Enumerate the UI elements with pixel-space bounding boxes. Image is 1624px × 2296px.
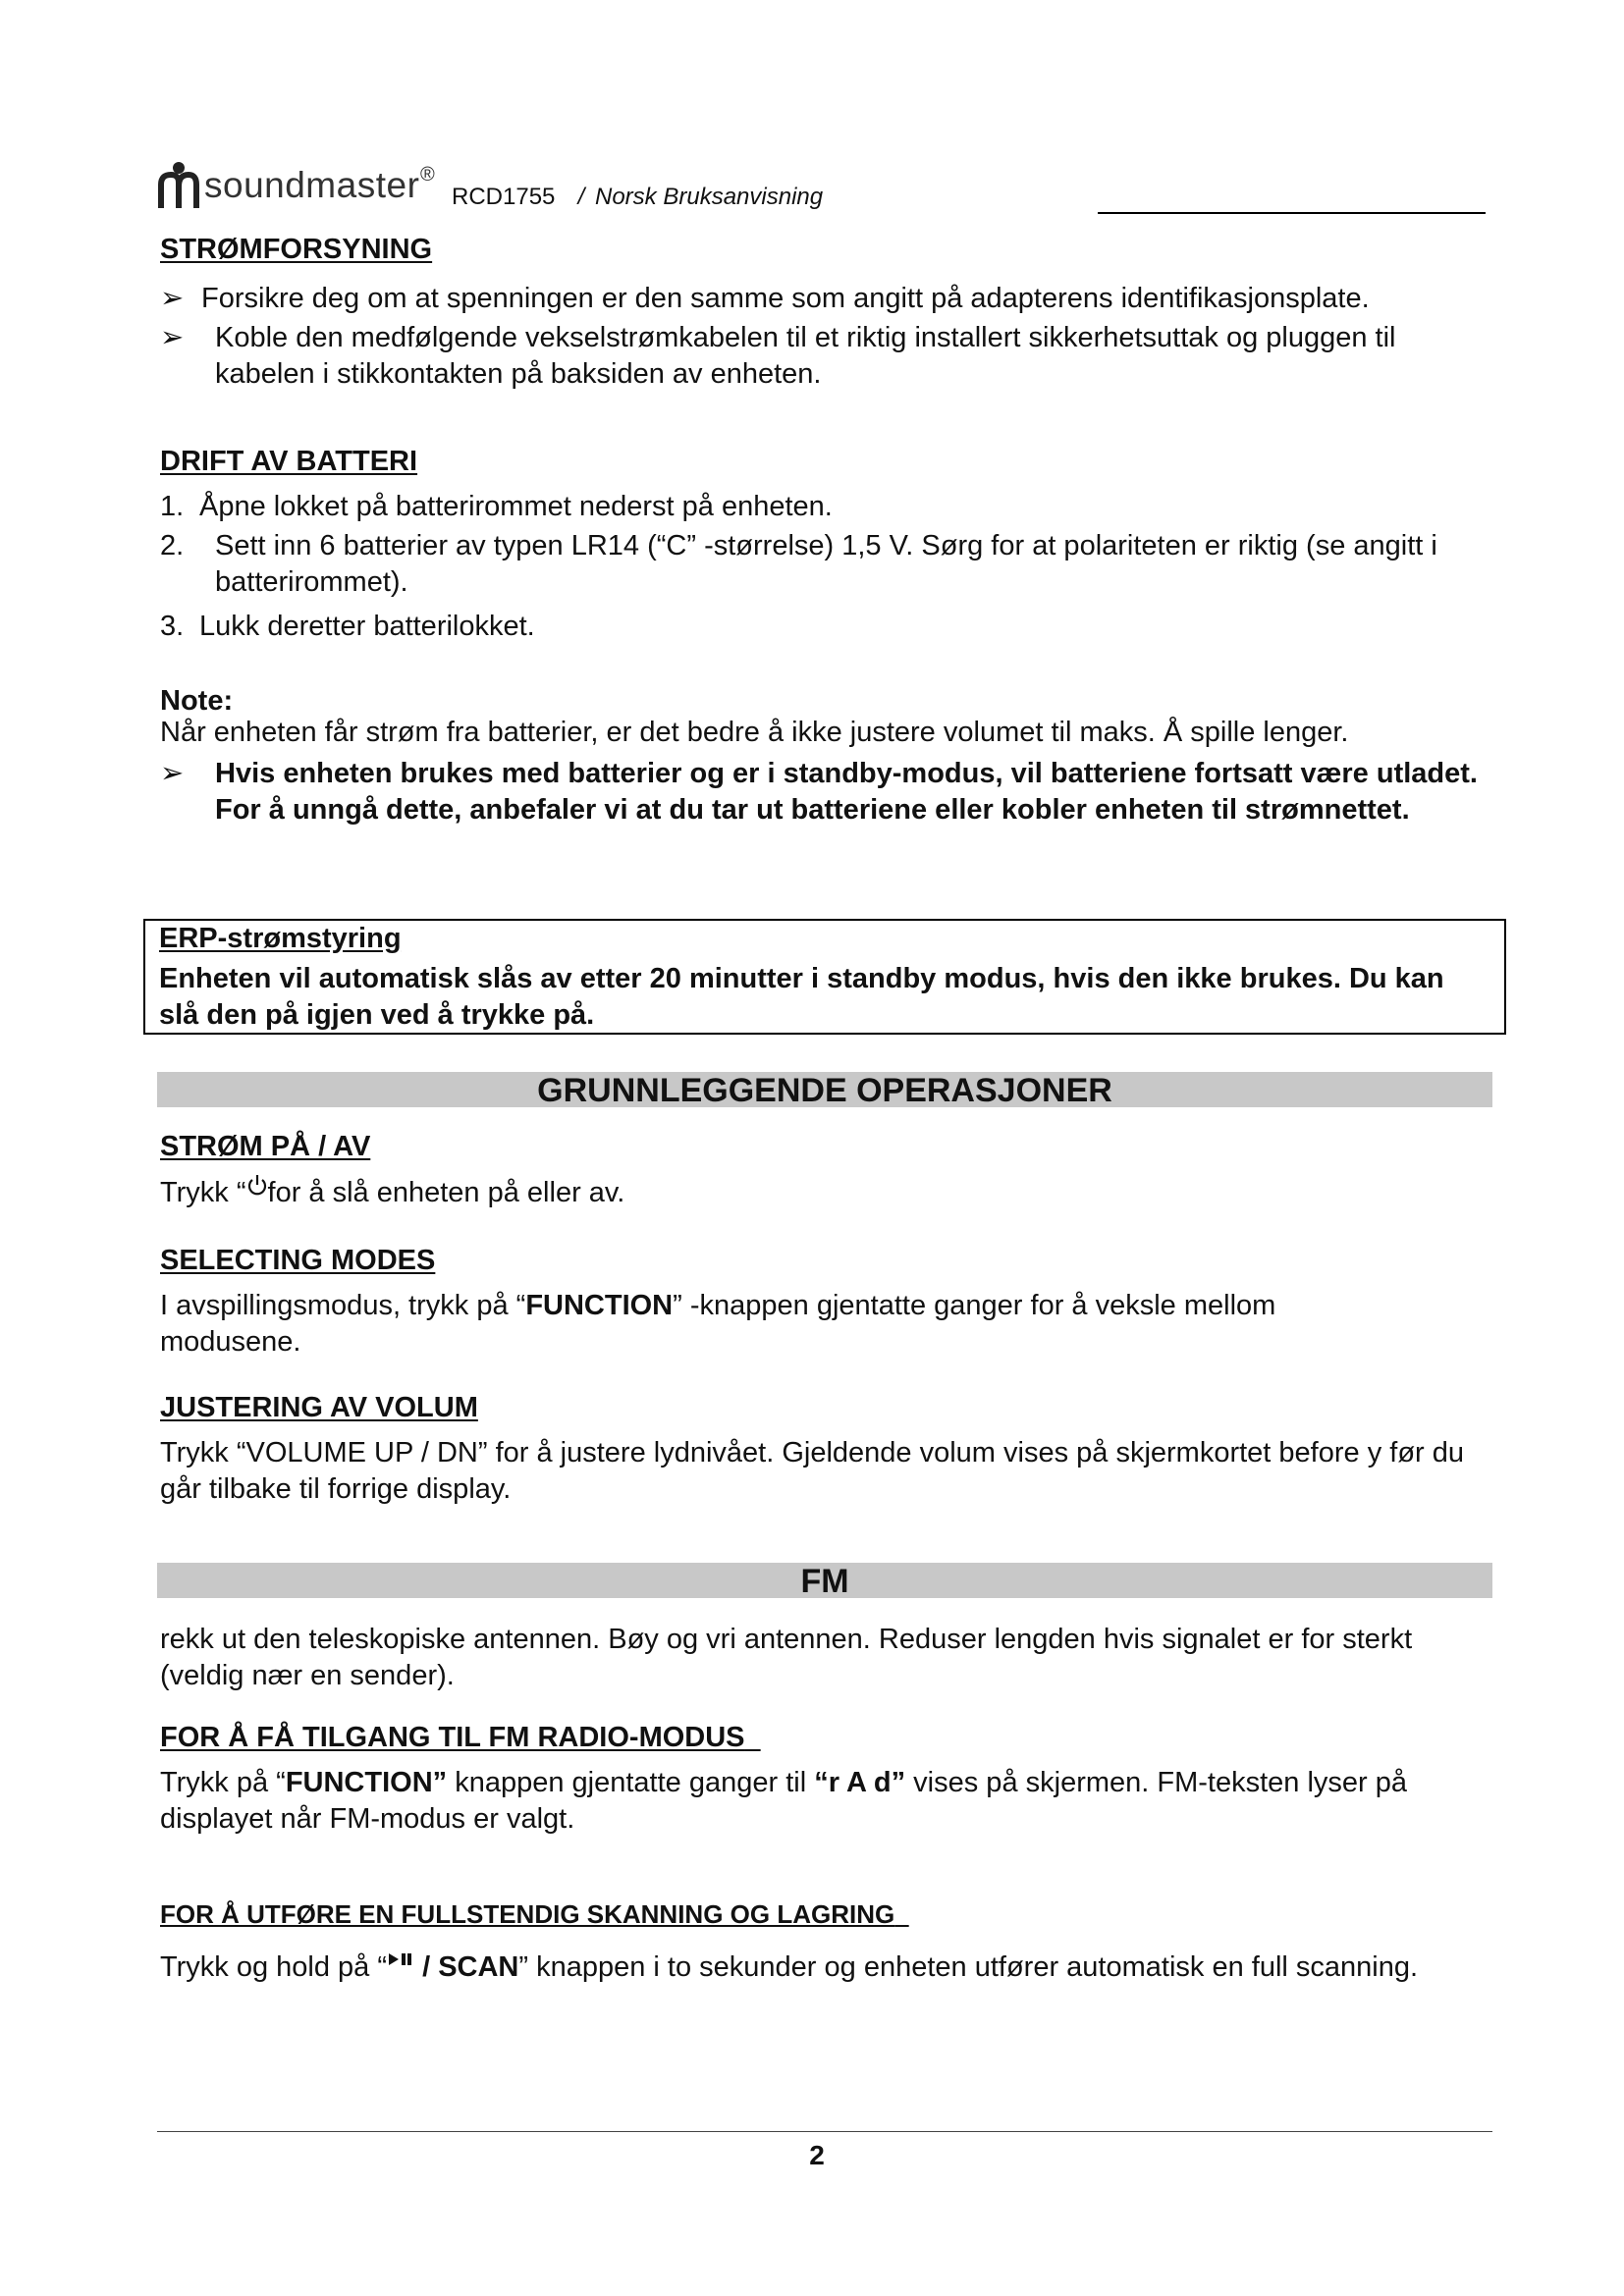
function-key-label: FUNCTION <box>525 1290 674 1321</box>
fm-access-heading-text: FOR Å FÅ TILGANG TIL FM RADIO-MODUS <box>160 1722 745 1753</box>
battery-step-1 <box>160 489 1486 525</box>
power-bullet-1 <box>160 281 1556 317</box>
power-bullet-1-text: Forsikre deg om at spenningen er den samme som angitt på adapterens identifikasjonsplate. <box>201 283 1370 314</box>
page-number: 2 <box>809 2140 825 2170</box>
power-onoff-heading: STRØM PÅ / AV <box>160 1131 371 1162</box>
note-bullet <box>160 756 1482 828</box>
fm-scan-text-2: ” knappen i to sekunder og enheten utfører automatisk en full scanning. <box>518 1951 1419 1983</box>
doc-title: Norsk Bruksanvisning <box>595 184 824 210</box>
title-separator: / <box>571 184 592 210</box>
fm-access-text <box>160 1765 1495 1838</box>
fm-scan-text-1: Trykk og hold på “ <box>160 1951 388 1983</box>
modes-heading: SELECTING MODES <box>160 1245 436 1276</box>
fm-access-text-2: knappen gjentatte ganger til <box>447 1767 815 1798</box>
registered-mark: ® <box>420 164 435 186</box>
fm-access-heading <box>160 1720 761 1756</box>
fm-scan-heading-text: FOR Å UTFØRE EN FULLSTENDIG SKANNING OG LAGRING <box>160 1899 895 1929</box>
note-heading: Note: <box>160 685 234 717</box>
battery-step-2 <box>160 528 1482 601</box>
footer-rule <box>157 2131 1492 2132</box>
fm-intro-text: rekk ut den teleskopiske antennen. Bøy og vri antennen. Reduser lengden hvis signalet er for sterkt (veldig nær en sender). <box>160 1624 1413 1691</box>
fm-scan-text <box>160 1949 1436 1986</box>
battery-step-3 <box>160 609 1486 645</box>
brand-name: soundmaster <box>204 165 420 205</box>
fm-scan-heading <box>160 1898 909 1931</box>
modes-text-end: ” -knappen gjentatte ganger for å veksle mellom modusene. <box>160 1290 1276 1358</box>
soundmaster-logo-icon <box>157 161 200 210</box>
header-rule <box>1098 212 1486 214</box>
volume-heading: JUSTERING AV VOLUM <box>160 1392 478 1423</box>
step-text: Sett inn 6 batterier av typen LR14 (“C” -størrelse) 1,5 V. Sørg for at polariteten er riktig (se angitt i batterirommet). <box>215 530 1437 598</box>
fm-access-text-3: vises på skjermen. FM-teksten lyser på displayet når FM-modus er valgt. <box>160 1767 1408 1835</box>
power-onoff-text-start: Trykk “ <box>160 1177 246 1208</box>
erp-text: Enheten vil automatisk slås av etter 20 minutter i standby modus, hvis den ikke brukes. Du kan slå den på igjen ved å trykke på. <box>159 962 1444 1031</box>
step-text: Lukk deretter batterilokket. <box>199 611 535 642</box>
page-header <box>157 157 1492 216</box>
note-bullet-text: Hvis enheten brukes med batterier og er i standby-modus, vil batteriene fortsatt være utladet. For å unngå dette, anbefaler vi at du tar ut batteriene eller kobler enheten til strømnettet. <box>215 758 1478 826</box>
step-number: 1. <box>160 491 185 522</box>
battery-heading: DRIFT AV BATTERI <box>160 446 418 477</box>
fm-function-label: FUNCTION” <box>285 1767 448 1798</box>
step-number: 2. <box>160 530 185 561</box>
power-icon <box>246 1174 268 1198</box>
power-onoff-text-end: for å slå enheten på eller av. <box>267 1177 625 1208</box>
erp-heading: ERP-strømstyring <box>159 923 402 954</box>
model-number: RCD1755 <box>452 184 556 210</box>
rad-display-label: “r A d” <box>814 1767 906 1798</box>
volume-text: Trykk “VOLUME UP / DN” for å justere lydnivået. Gjeldende volum vises på skjermkortet before y før du går tilbake til forrige display. <box>160 1437 1465 1505</box>
fm-access-text-1: Trykk på “ <box>160 1767 286 1798</box>
arrow-bullet-icon: ➢ <box>160 322 185 353</box>
power-bullet-2 <box>160 320 1491 393</box>
power-bullet-2-text: Koble den medfølgende vekselstrømkabelen til et riktig installert sikkerhetsuttak og pluggen til kabelen i stikkontakten på baksiden av enheten. <box>215 322 1396 390</box>
arrow-bullet-icon: ➢ <box>160 283 185 314</box>
step-text: Åpne lokket på batterirommet nederst på enheten. <box>199 491 833 522</box>
step-number: 3. <box>160 611 185 642</box>
power-onoff-text <box>160 1174 1495 1211</box>
power-heading: STRØMFORSYNING <box>160 234 433 265</box>
modes-text <box>160 1288 1397 1361</box>
basic-operations-banner: GRUNNLEGGENDE OPERASJONER <box>157 1072 1492 1107</box>
erp-box <box>143 919 1506 1035</box>
fm-banner: FM <box>157 1563 1492 1598</box>
play-pause-icon <box>387 1952 414 1970</box>
arrow-bullet-icon: ➢ <box>160 758 185 789</box>
modes-text-start: I avspillingsmodus, trykk på “ <box>160 1290 526 1321</box>
note-text: Når enheten får strøm fra batterier, er det bedre å ikke justere volumet til maks. Å spille lenger. <box>160 717 1349 748</box>
scan-key-label: / SCAN <box>414 1951 519 1983</box>
